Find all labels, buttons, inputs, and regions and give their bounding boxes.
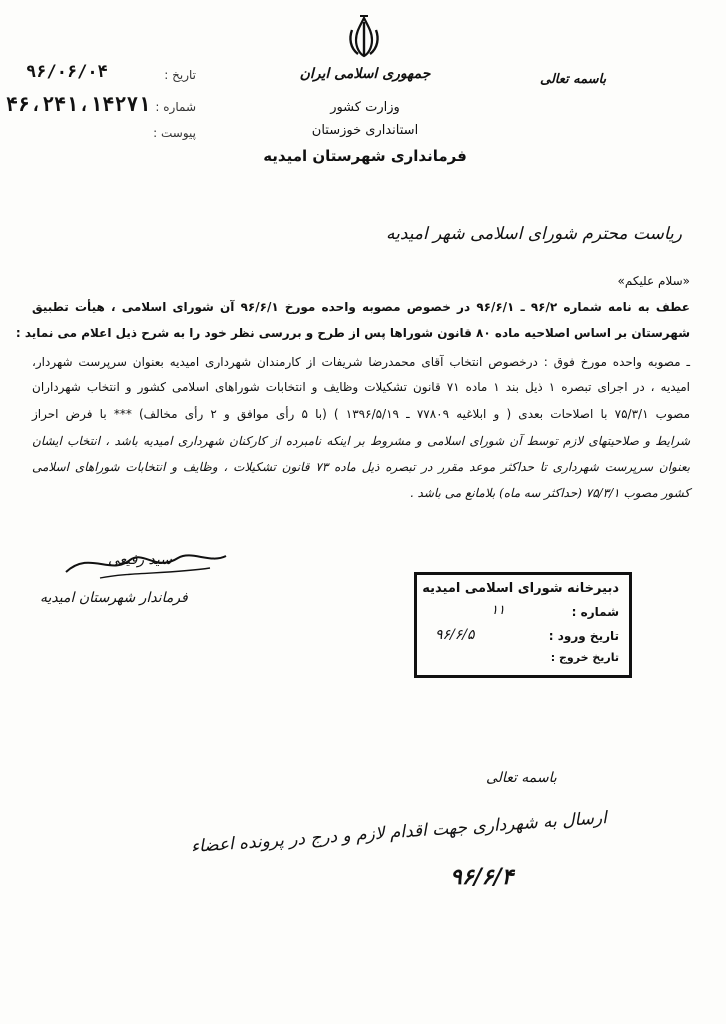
number-label: شماره : [155,100,196,114]
motto-text: باسمه تعالی [540,72,607,87]
ministry-title: وزارت کشور [330,100,400,115]
paragraph2-line-2: امیدیه ، در اجرای تبصره ۱ ذیل بند ۱ ماده ۷۱ قانون تشکیلات وظایف و انتخابات شوراهای اسلامی کشور و انتخاب شهرداران [32,380,690,394]
stamp-number-value: ۱۱ [491,603,505,618]
paragraph2-line-6: کشور مصوب ۷۵/۳/۱ (حداکثر سه ماه) بلامانع می باشد . [409,486,690,500]
note-body: ارسال به شهرداری جهت اقدام لازم و درج در پرونده اعضاء [190,808,608,858]
paragraph2-line-3: مصوب ۷۵/۳/۱ با اصلاحات بعدی ( و ابلاغیه ۷۷۸۰۹ ـ ۱۳۹۶/۵/۱۹ ) (با ۵ رأی موافق و ۲ رأی مخالف) *** با فرض احراز [32,407,690,421]
paragraph2-line-1: ـ مصوبه واحده مورخ فوق : درخصوص انتخاب آقای محمدرضا شریفات از کارمندان شهرداری امیدیه بعنوان سرپرست شهردار، [32,355,690,369]
republic-title: جمهوری اسلامی ایران [299,66,431,82]
stamp-number-label: شماره : [571,605,619,619]
paragraph1-line-2: شهرستان بر اساس اصلاحیه ماده ۸۰ قانون شوراها پس از طرح و بررسی نظر خود را به شرح ذیل اعلام می نماید : [15,326,690,340]
note-date: ۹۶/۶/۴ [450,864,514,890]
signatory-name: سید رفیعی [108,552,172,568]
attachment-label: پیوست : [153,126,196,140]
paragraph2-line-4: شرایط و صلاحیتهای لازم توسط آن شورای اسلامی و مشروط بر اینکه نامبرده از کارکنان شهرداری امیدیه باشد ، انتخاب ایشان [32,434,690,448]
stamp-title: دبیرخانه شورای اسلامی امیدیه [422,581,619,596]
secretariat-stamp [414,572,632,678]
date-value: ۹۶/۰۶/۰۴ [26,62,108,82]
number-value: ۴۶،۲۴۱،۱۴۲۷۱ [6,92,151,116]
letter-meta-block [6,58,196,142]
paragraph2-line-5: بعنوان سرپرست شهرداری تا حداکثر موعد مقرر در تبصره ذیل ماده ۷۳ قانون تشکیلات ، وظایف و انتخابات شوراهای اسلامی [32,460,690,474]
paragraph1-line-1: عطف به نامه شماره ۹۶/۲ ـ ۹۶/۶/۱ در خصوص مصوبه واحده مورخ ۹۶/۶/۱ آن شورای اسلامی ، هیأت تطبیق [32,300,691,314]
province-title: استانداری خوزستان [311,123,419,138]
stamp-entry-value: ۹۶/۶/۵ [435,627,475,643]
note-heading: باسمه تعالی [486,770,557,786]
stamp-entry-label: تاریخ ورود : [548,629,619,643]
addressee-line: ریاست محترم شورای اسلامی شهر امیدیه [385,224,682,244]
stamp-exit-label: تاریخ خروج : [550,651,619,664]
iran-emblem-icon [346,14,382,60]
greeting-line: «سلام علیکم» [617,274,690,288]
signatory-title: فرماندار شهرستان امیدیه [40,590,188,606]
date-label: تاریخ : [164,68,196,82]
office-title: فرمانداری شهرستان امیدیه [263,147,467,165]
